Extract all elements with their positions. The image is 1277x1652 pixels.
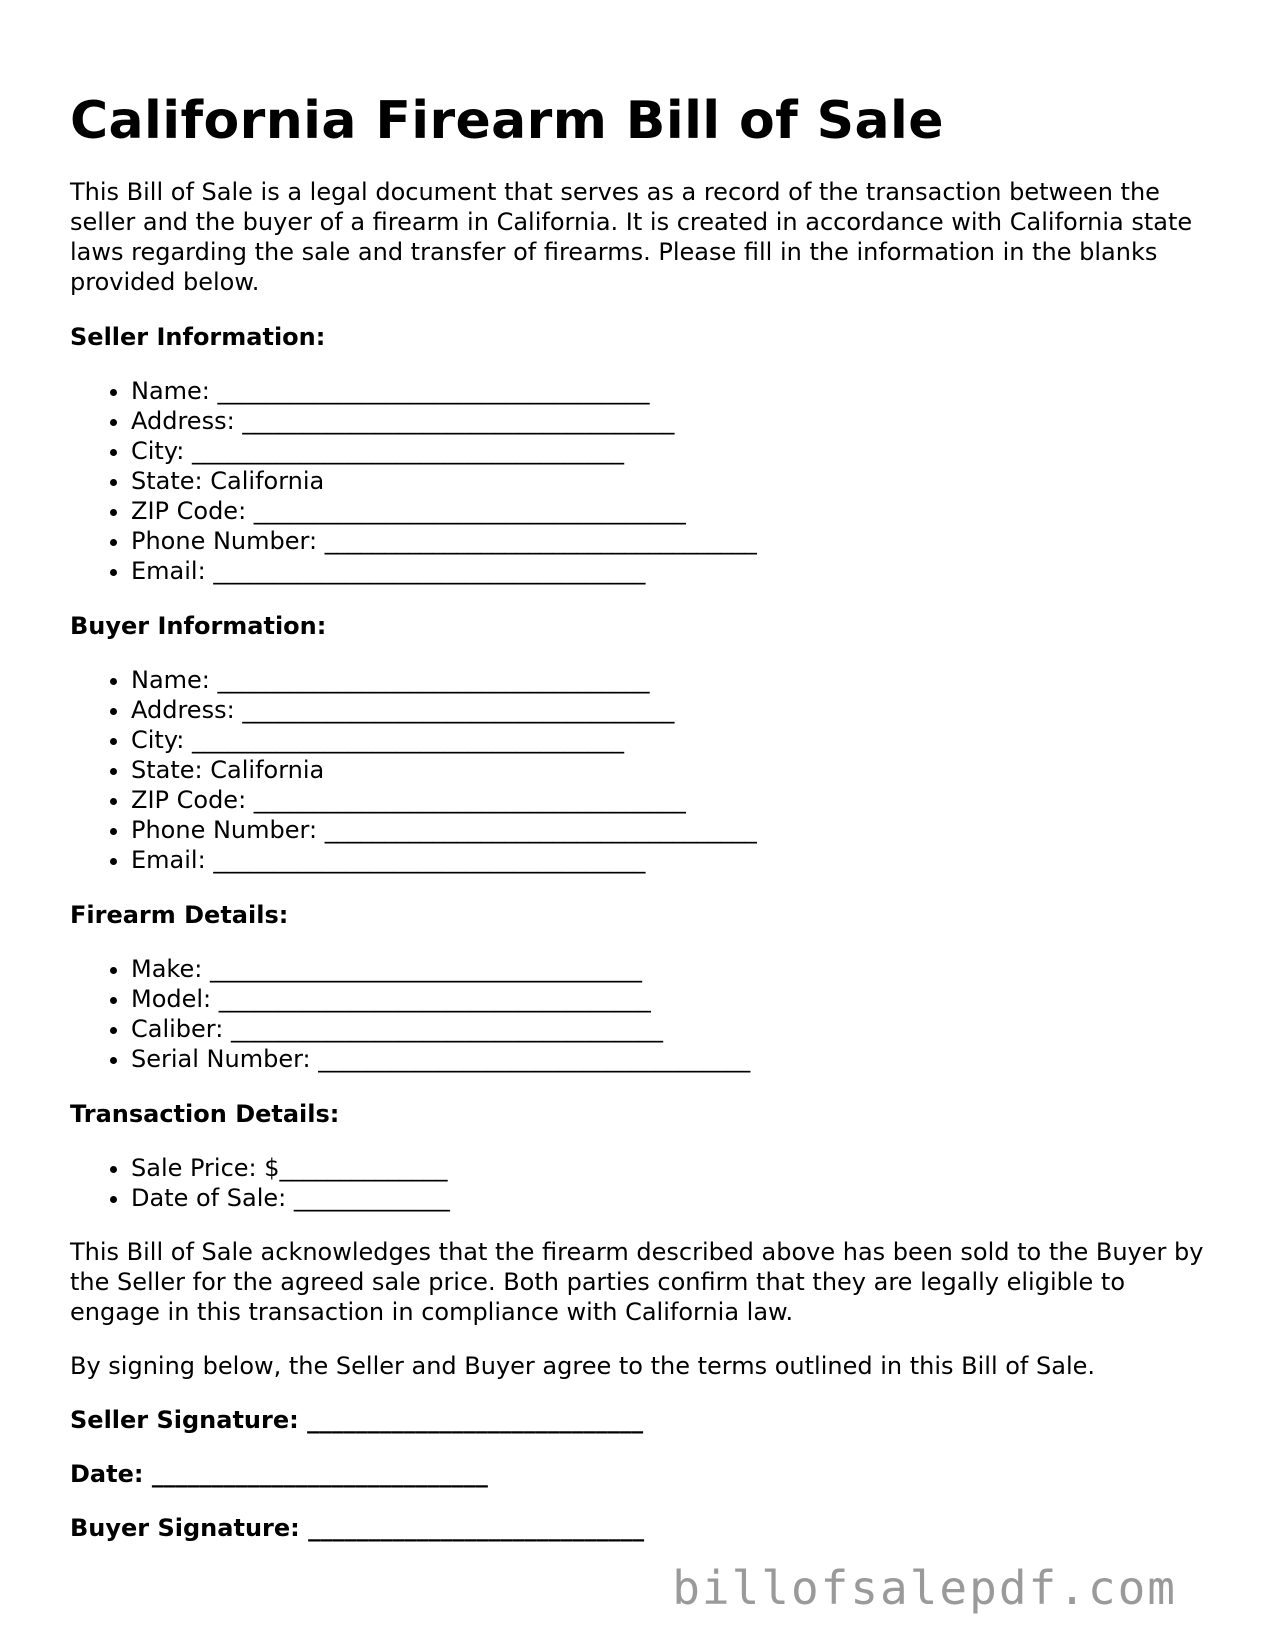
- seller-signature-line[interactable]: ____________________________: [307, 1406, 644, 1434]
- fill-blank[interactable]: ____________________________________: [218, 985, 651, 1013]
- seller-name-field: [131, 376, 1220, 406]
- fill-blank[interactable]: _____________: [293, 1184, 450, 1212]
- fill-blank[interactable]: ____________________________________: [192, 726, 625, 754]
- field-label: ZIP Code:: [131, 786, 247, 814]
- firearm-section-heading: Firearm Details:: [70, 901, 289, 929]
- buyer-address-field: [131, 695, 1220, 725]
- field-label: Address:: [131, 696, 235, 724]
- buyer-state-field: [131, 755, 1220, 785]
- fill-blank[interactable]: ____________________________________: [213, 846, 646, 874]
- fill-blank[interactable]: ____________________________________: [324, 527, 757, 555]
- fill-blank[interactable]: ____________________________________: [209, 955, 642, 983]
- document-page: [70, 85, 1220, 1543]
- seller-phone-field: [131, 526, 1220, 556]
- fill-blank[interactable]: ____________________________________: [242, 696, 675, 724]
- field-label: Phone Number:: [131, 816, 318, 844]
- field-label: Email:: [131, 557, 206, 585]
- buyer-signature-label: Buyer Signature:: [70, 1514, 300, 1542]
- fill-blank[interactable]: $______________: [264, 1154, 448, 1182]
- seller-email-field: [131, 556, 1220, 586]
- buyer-section-heading: Buyer Information:: [70, 612, 327, 640]
- fill-blank[interactable]: ____________________________________: [192, 437, 625, 465]
- transaction-field-list: [70, 1153, 1220, 1213]
- firearm-make-field: [131, 954, 1220, 984]
- buyer-field-list: [70, 665, 1220, 875]
- field-label: Name:: [131, 666, 210, 694]
- firearm-model-field: [131, 984, 1220, 1014]
- site-watermark: billofsalepdf.com: [672, 1561, 1177, 1615]
- buyer-zip-field: [131, 785, 1220, 815]
- seller-zip-field: [131, 496, 1220, 526]
- firearm-field-list: [70, 954, 1220, 1074]
- document-title: California Firearm Bill of Sale: [70, 91, 944, 151]
- buyer-name-field: [131, 665, 1220, 695]
- field-label: ZIP Code:: [131, 497, 247, 525]
- fill-blank[interactable]: ____________________________________: [230, 1015, 663, 1043]
- buyer-signature-line[interactable]: ____________________________: [308, 1514, 645, 1542]
- fill-blank[interactable]: ____________________________________: [217, 377, 650, 405]
- seller-address-field: [131, 406, 1220, 436]
- field-label: Make:: [131, 955, 203, 983]
- intro-paragraph: This Bill of Sale is a legal document that serves as a record of the transaction between the seller and the buyer of a firearm in California. It is created in accordance with California state laws regarding the sale and transfer of firearms. Please fill in the information in the blanks provided below.: [70, 178, 1193, 296]
- fill-blank[interactable]: ____________________________________: [253, 786, 686, 814]
- seller-city-field: [131, 436, 1220, 466]
- acknowledgment-paragraph: This Bill of Sale acknowledges that the firearm described above has been sold to the Buyer by the Seller for the agreed sale price. Both parties confirm that they are legally eligible to engage in this transaction in compliance with California law.: [70, 1238, 1204, 1326]
- fill-blank[interactable]: ____________________________________: [217, 666, 650, 694]
- field-label: Caliber:: [131, 1015, 224, 1043]
- date-signature-row: [70, 1459, 1220, 1489]
- field-label: City:: [131, 437, 185, 465]
- seller-section-heading: Seller Information:: [70, 323, 326, 351]
- fill-blank[interactable]: ____________________________________: [213, 557, 646, 585]
- field-label: State:: [131, 756, 203, 784]
- field-label: Name:: [131, 377, 210, 405]
- field-label: Email:: [131, 846, 206, 874]
- date-of-sale-field: [131, 1183, 1220, 1213]
- buyer-signature-row: [70, 1513, 1220, 1543]
- fill-blank[interactable]: ____________________________________: [253, 497, 686, 525]
- firearm-serial-field: [131, 1044, 1220, 1074]
- agreement-paragraph: By signing below, the Seller and Buyer agree to the terms outlined in this Bill of Sale.: [70, 1352, 1096, 1380]
- buyer-city-field: [131, 725, 1220, 755]
- sale-price-field: [131, 1153, 1220, 1183]
- buyer-email-field: [131, 845, 1220, 875]
- transaction-section-heading: Transaction Details:: [70, 1100, 340, 1128]
- fill-blank[interactable]: ____________________________________: [242, 407, 675, 435]
- date-signature-label: Date:: [70, 1460, 144, 1488]
- field-label: Model:: [131, 985, 212, 1013]
- field-value: California: [210, 467, 325, 495]
- field-label: Serial Number:: [131, 1045, 311, 1073]
- firearm-caliber-field: [131, 1014, 1220, 1044]
- field-label: State:: [131, 467, 203, 495]
- seller-state-field: [131, 466, 1220, 496]
- fill-blank[interactable]: ____________________________________: [324, 816, 757, 844]
- field-label: Phone Number:: [131, 527, 318, 555]
- field-label: City:: [131, 726, 185, 754]
- seller-field-list: [70, 376, 1220, 586]
- date-signature-line[interactable]: ____________________________: [151, 1460, 488, 1488]
- field-label: Sale Price:: [131, 1154, 257, 1182]
- fill-blank[interactable]: ____________________________________: [318, 1045, 751, 1073]
- buyer-phone-field: [131, 815, 1220, 845]
- field-label: Date of Sale:: [131, 1184, 287, 1212]
- field-value: California: [210, 756, 325, 784]
- field-label: Address:: [131, 407, 235, 435]
- seller-signature-row: [70, 1405, 1220, 1435]
- seller-signature-label: Seller Signature:: [70, 1406, 299, 1434]
